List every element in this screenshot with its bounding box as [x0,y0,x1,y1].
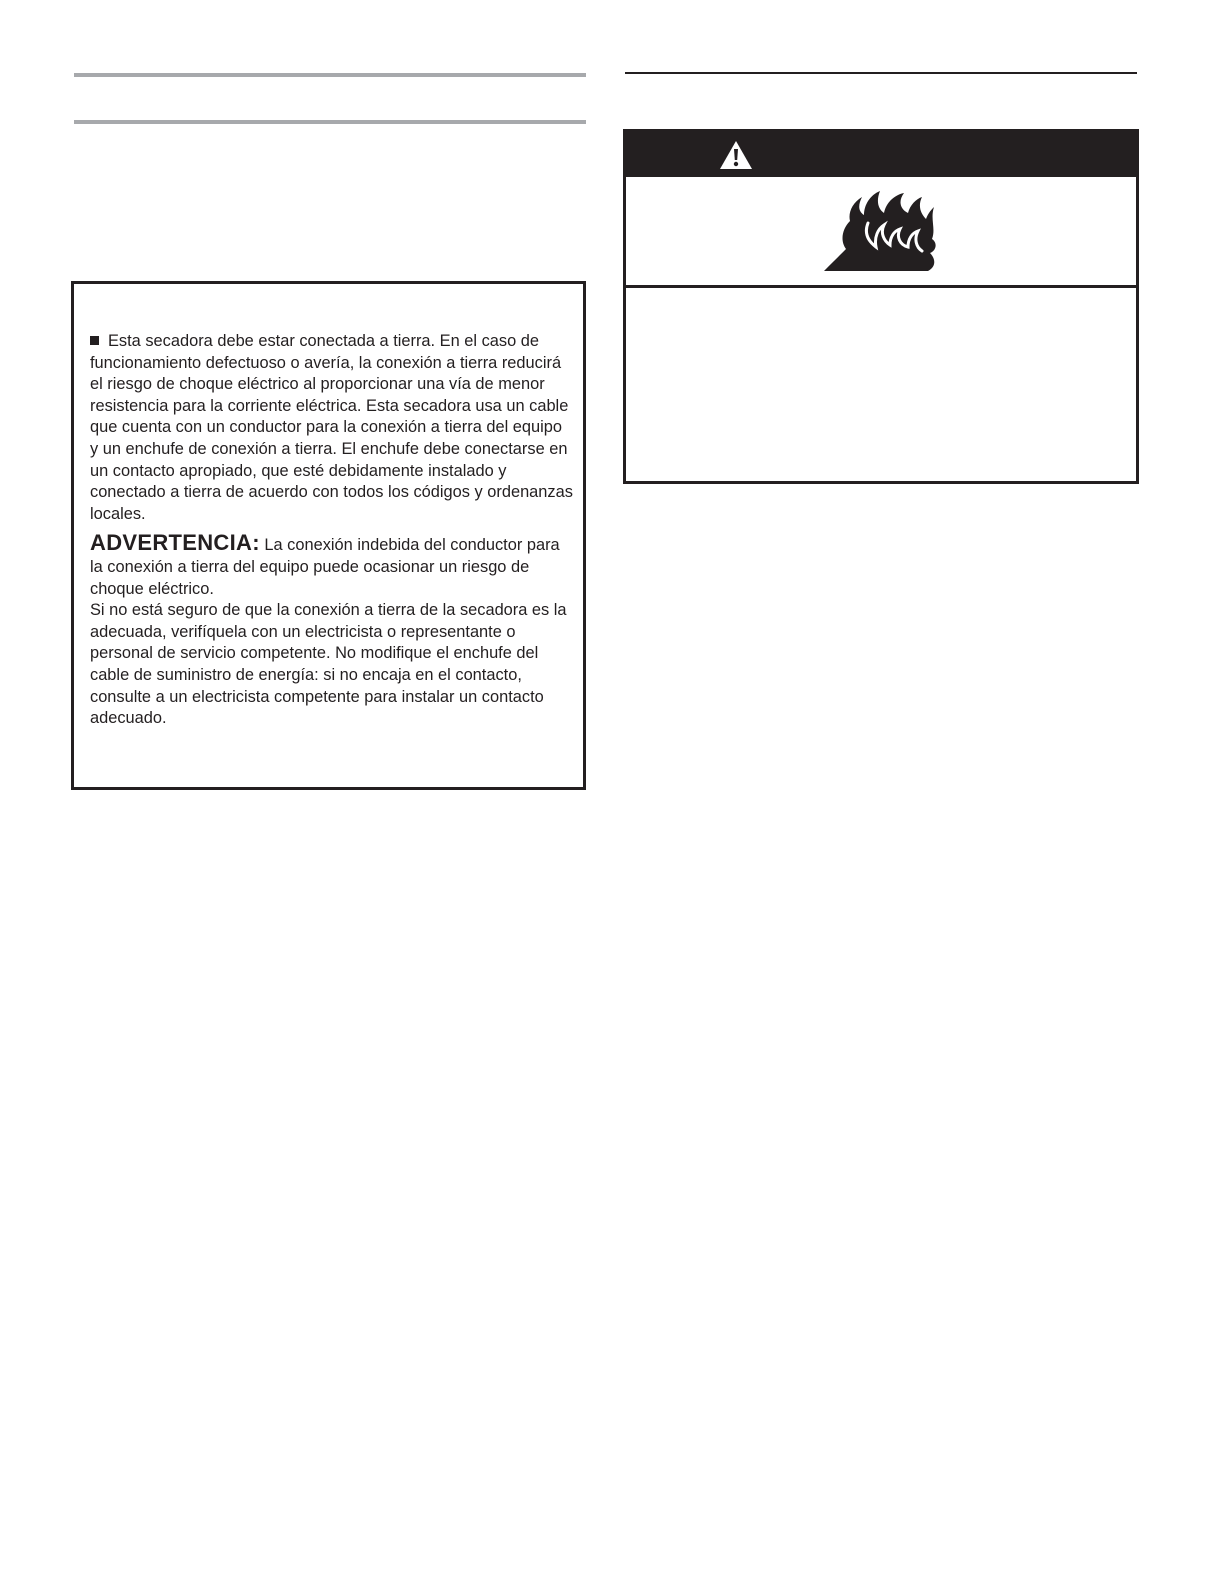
bullet-square-icon [90,336,99,345]
fire-hazard-warning-box [623,129,1139,484]
warning-triangle-icon [719,140,753,170]
warning-header-bar [626,132,1136,177]
grounding-instructions-text [90,331,574,730]
grounding-instructions-box [71,281,586,790]
warning-paragraph-text: La conexión indebida del conductor para la conexión a tierra del equipo puede ocasionar un riesgo de choque eléctrico. [90,536,560,598]
grounding-paragraph [90,331,574,525]
warning-paragraph [90,532,574,600]
section-divider-bottom [74,120,586,124]
grounding-paragraph-text: Esta secadora debe estar conectada a tierra. En el caso de funcionamiento defectuoso o avería, la conexión a tierra reducirá el riesgo de choque eléctrico al proporcionar una vía de menor resistencia para la corriente eléctrica. Esta secadora usa un cable que cuenta con un conductor para la conexión a tierra del equipo y un enchufe de conexión a tierra. El enchufe debe conectarse en un contacto apropiado, que esté debidamente instalado y conectado a tierra de acuerdo con todos los códigos y ordenanzas locales. [90,332,573,523]
section-divider-top [74,73,586,77]
warning-icon-area [626,177,1136,288]
fire-icon [824,189,940,273]
warning-word: ADVERTENCIA: [90,530,260,556]
right-column-divider [625,72,1137,74]
verification-paragraph: Si no está seguro de que la conexión a tierra de la secadora es la adecuada, verifíquela con un electricista o representante o personal de servicio competente. No modifique el enchufe del cable de suministro de energía: si no encaja en el contacto, consulte a un electricista competente para instalar un contacto adecuado. [90,601,567,728]
